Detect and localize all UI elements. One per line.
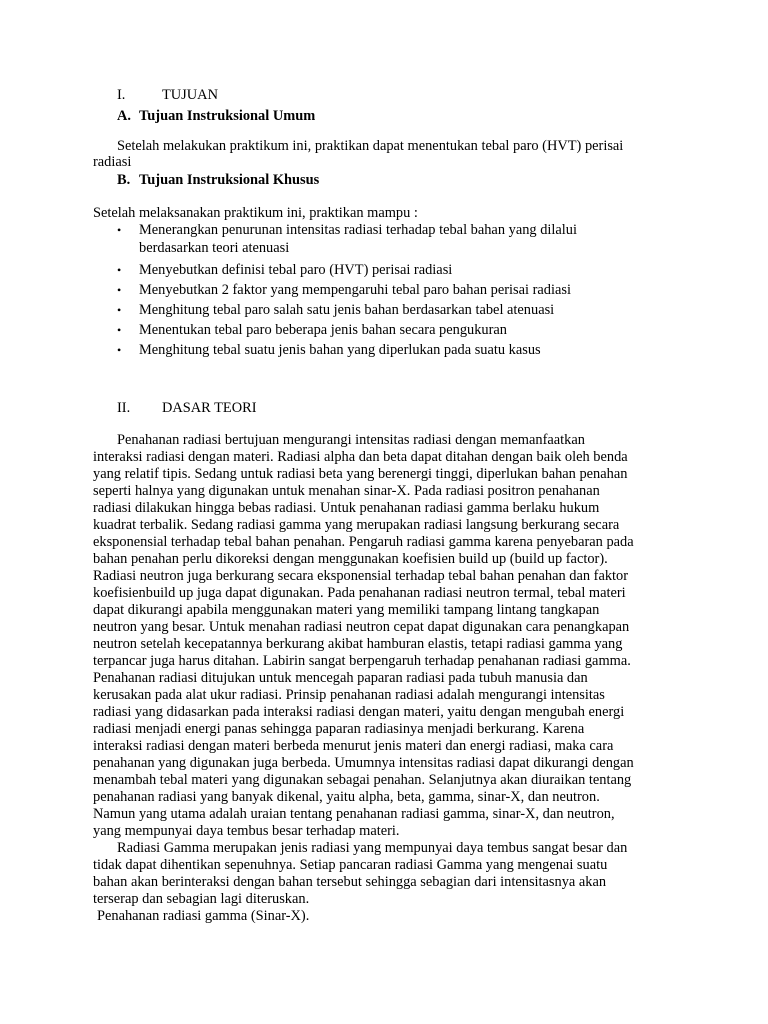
list-item: Menentukan tebal paro beberapa jenis bahan secara pengukuran [139,322,507,338]
paragraph-line: radiasi dilakukan hingga bebas radiasi. Untuk penahanan radiasi gamma berlaku hukum [93,500,600,516]
paragraph-line: yang relatif tipis. Sedang untuk radiasi beta yang berenergi tinggi, diperlukan bahan penahan [93,466,628,482]
paragraph-line: interaksi radiasi dengan materi berbeda menurut jenis materi dan energi radiasi, maka cara [93,738,614,754]
paragraph-line: radiasi [93,154,132,170]
list-item: Menerangkan penurunan intensitas radiasi terhadap tebal bahan yang dilalui [139,222,577,238]
section-number: II. [117,400,131,416]
subsection-title: Tujuan Instruksional Umum [139,108,316,124]
paragraph-line: dapat dikurangi apabila menggunakan materi yang memiliki tampang lintang tangkapan [93,602,600,618]
section-title: TUJUAN [162,87,218,103]
list-item: Menyebutkan definisi tebal paro (HVT) perisai radiasi [139,262,453,278]
paragraph-line: penahanan radiasi yang banyak dikenal, yaitu alpha, beta, gamma, sinar-X, dan neutron. [93,789,600,805]
paragraph-line: Penahanan radiasi bertujuan mengurangi intensitas radiasi dengan memanfaatkan [117,432,585,448]
list-item: Menghitung tebal suatu jenis bahan yang diperlukan pada suatu kasus [139,342,541,358]
subsection-letter: B. [117,172,131,188]
paragraph-line: radiasi menjadi energi panas sehingga paparan radiasinya menjadi berkurang. Karena [93,721,585,737]
subsection-title: Tujuan Instruksional Khusus [139,172,320,188]
section-number: I. [117,87,126,103]
list-item: Menyebutkan 2 faktor yang mempengaruhi tebal paro bahan perisai radiasi [139,282,571,298]
paragraph-line: tidak dapat dihentikan sepenuhnya. Setiap pancaran radiasi Gamma yang mengenai suatu [93,857,608,873]
bullet-icon: • [117,263,122,277]
paragraph-line: kerusakan pada alat ukur radiasi. Prinsip penahanan radiasi adalah mengurangi intensitas [93,687,605,703]
paragraph-line: kuadrat terbalik. Sedang radiasi gamma yang merupakan radiasi langsung berkurang secara [93,517,620,533]
paragraph-line: Namun yang utama adalah uraian tentang penahanan radiasi gamma, sinar-X, dan neutron, [93,806,615,822]
paragraph-line: bahan akan berinteraksi dengan bahan tersebut sehingga sebagian dari intensitasnya akan [93,874,607,890]
paragraph-line: penahanan yang digunakan juga berbeda. Umumnya intensitas radiasi dapat dikurangi dengan [93,755,634,771]
paragraph-line: Radiasi neutron juga berkurang secara eksponensial terhadap tebal bahan penahan dan faktor [93,568,629,584]
paragraph-line: interaksi radiasi dengan materi. Radiasi alpha dan beta dapat ditahan dengan baik oleh benda [93,449,628,465]
paragraph-line: seperti halnya yang digunakan untuk menahan sinar-X. Pada radiasi positron penahanan [93,483,600,499]
paragraph-line: Radiasi Gamma merupakan jenis radiasi yang mempunyai daya tembus sangat besar dan [117,840,628,856]
paragraph-line: Setelah melakukan praktikum ini, praktikan dapat menentukan tebal paro (HVT) perisai [117,138,624,154]
subsection-letter: A. [117,108,131,124]
paragraph-line: neutron setelah kecepatannya berkurang akibat hamburan elastis, tetapi radiasi gamma yang [93,636,623,652]
paragraph-line: radiasi yang didasarkan pada interaksi radiasi dengan materi, yaitu dengan mengubah energi [93,704,625,720]
paragraph-line: yang mempunyai daya tembus besar terhadap materi. [93,823,400,839]
paragraph-line: Penahanan radiasi ditujukan untuk mencegah paparan radiasi pada tubuh manusia dan [93,670,588,686]
section-title: DASAR TEORI [162,400,257,416]
intro-text: Setelah melaksanakan praktikum ini, praktikan mampu : [93,205,418,221]
bullet-icon: • [117,223,122,237]
paragraph-line: terpancar juga harus ditahan. Labirin sangat berpengaruh terhadap penahanan radiasi gamma. [93,653,631,669]
paragraph-line: menambah tebal materi yang digunakan sebagai penahan. Selanjutnya akan diuraikan tentang [93,772,632,788]
paragraph-line: neutron yang besar. Untuk menahan radiasi neutron cepat dapat digunakan cara penangkapan [93,619,630,635]
paragraph-line: bahan penahan perlu dikoreksi dengan menggunakan koefisien build up (build up factor). [93,551,608,567]
bullet-icon: • [117,283,122,297]
bullet-icon: • [117,323,122,337]
paragraph-line: Penahanan radiasi gamma (Sinar-X). [97,908,310,924]
bullet-icon: • [117,343,122,357]
paragraph-line: koefisienbuild up juga dapat digunakan. Pada penahanan radiasi neutron termal, tebal materi [93,585,626,601]
list-item: Menghitung tebal paro salah satu jenis bahan berdasarkan tabel atenuasi [139,302,555,318]
paragraph-line: terserap dan sebagian lagi diteruskan. [93,891,310,907]
paragraph-line: eksponensial terhadap tebal bahan penahan. Pengaruh radiasi gamma karena penyebaran pada [93,534,634,550]
list-item-continuation: berdasarkan teori atenuasi [139,240,290,256]
bullet-icon: • [117,303,122,317]
